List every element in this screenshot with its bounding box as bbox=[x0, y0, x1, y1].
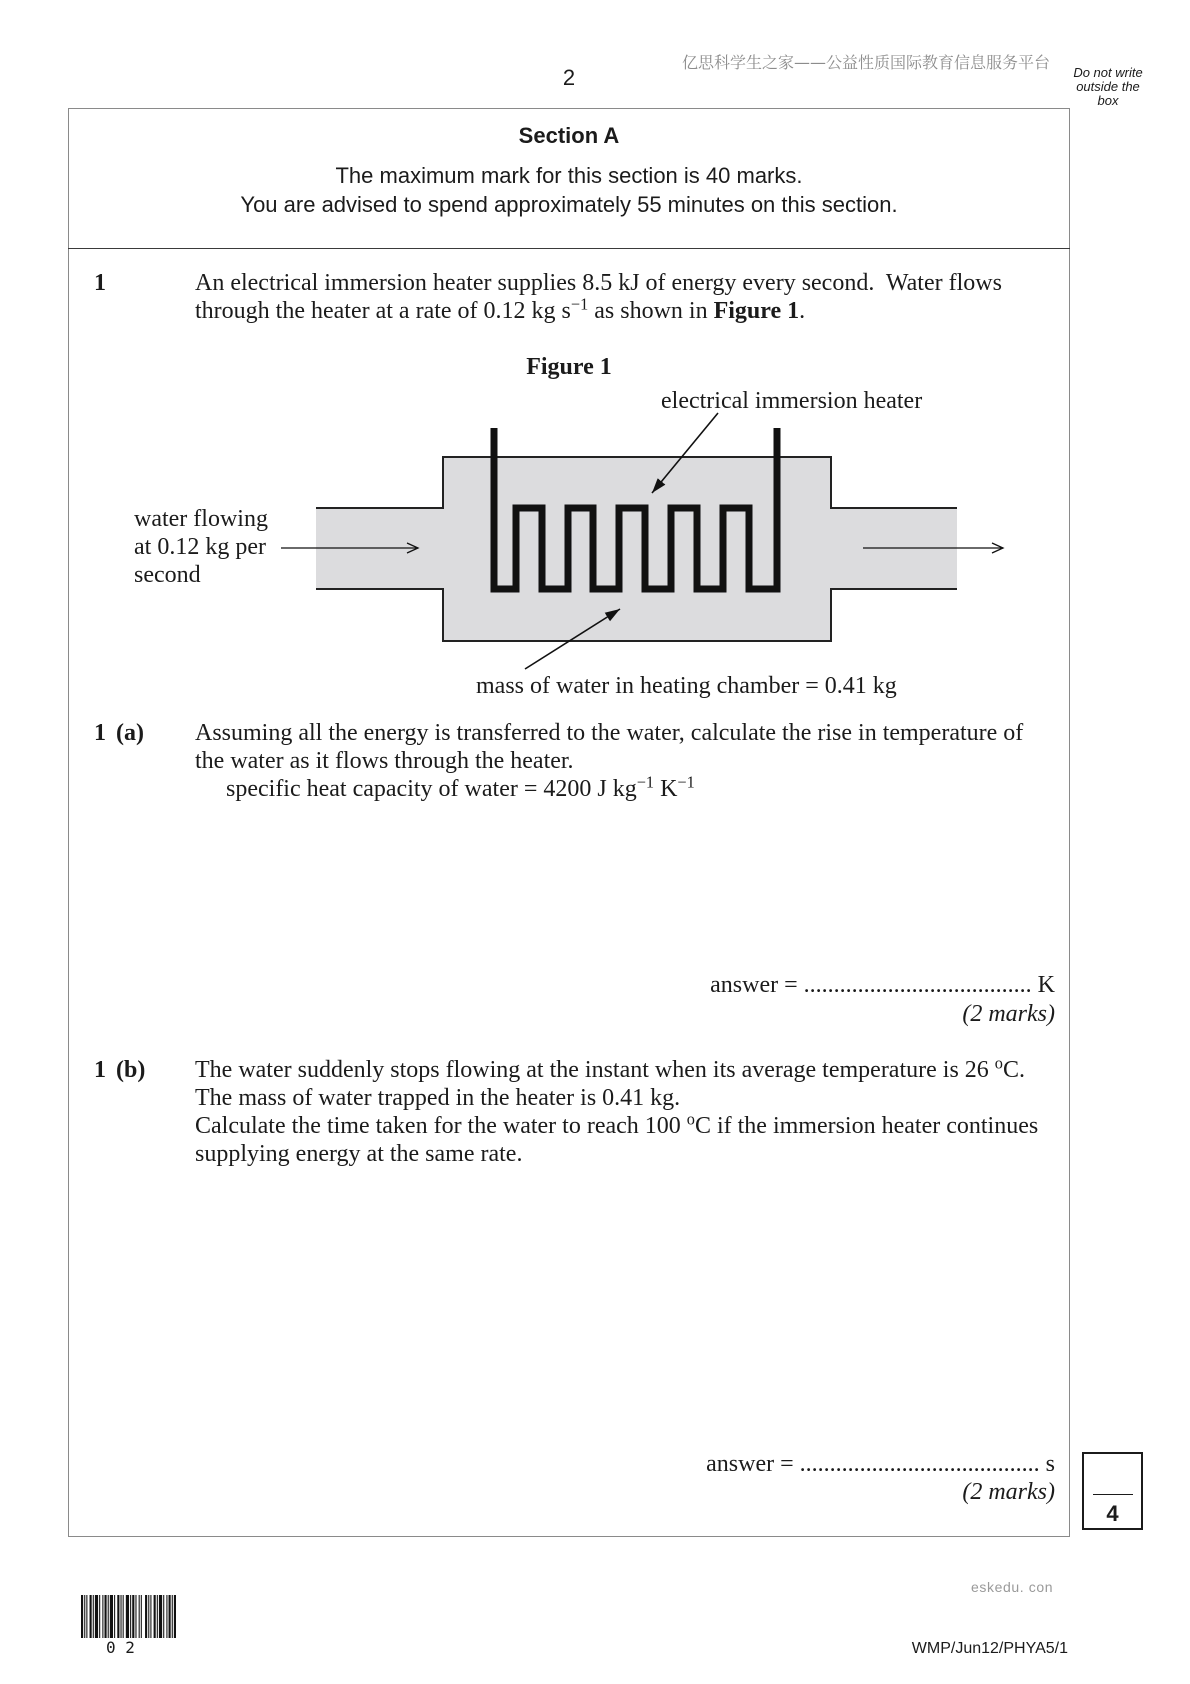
barcode-bar bbox=[157, 1595, 158, 1638]
footer-watermark: eskedu. con bbox=[971, 1579, 1054, 1595]
answer-unit: s bbox=[1039, 1451, 1055, 1477]
barcode-bar bbox=[172, 1595, 173, 1638]
answer-prefix: answer = bbox=[710, 972, 804, 998]
part-b-text: The water suddenly stops flowing at the instant when its average temperature is 26 bbox=[195, 1057, 995, 1083]
part-a-number: 1 bbox=[94, 720, 106, 746]
answer-blank: ...................................... bbox=[803, 972, 1032, 998]
section-divider bbox=[68, 248, 1070, 249]
barcode-bar bbox=[93, 1595, 94, 1638]
barcode-bar bbox=[84, 1595, 85, 1638]
barcode-bar bbox=[123, 1595, 124, 1638]
barcode-bar bbox=[117, 1595, 119, 1638]
barcode-bar bbox=[104, 1595, 106, 1638]
barcode-bar bbox=[81, 1595, 83, 1638]
section-max-mark: The maximum mark for this section is 40 marks. bbox=[335, 163, 803, 188]
part-a-text-line: the water as it flows through the heater. bbox=[195, 748, 574, 774]
barcode-digits: 0 2 bbox=[106, 1638, 135, 1657]
margin-note-line: box bbox=[1097, 93, 1119, 108]
stem-text: . bbox=[799, 298, 806, 324]
part-b-text-line: The mass of water trapped in the heater is 0.41 kg. bbox=[195, 1085, 681, 1111]
part-b-text: Calculate the time taken for the water to reach 100 bbox=[195, 1113, 687, 1139]
part-b-marks: (2 marks) bbox=[962, 1479, 1055, 1505]
barcode-bar bbox=[139, 1595, 140, 1638]
water-region bbox=[316, 457, 957, 641]
barcode-bar bbox=[95, 1595, 98, 1638]
section-time-advice: You are advised to spend approximately 55 minutes on this section. bbox=[240, 192, 898, 217]
degree-symbol: o bbox=[994, 1053, 1003, 1073]
question-stem-line: An electrical immersion heater supplies 8.5 kJ of energy every second. Water flows bbox=[195, 270, 1002, 296]
label-flow-line: water flowing bbox=[134, 506, 268, 532]
data-text: K bbox=[654, 776, 678, 802]
part-a-data-line bbox=[226, 772, 695, 803]
figure-1-diagram bbox=[260, 400, 1020, 700]
marks-tally-value: 4 bbox=[1106, 1501, 1119, 1526]
barcode-bar bbox=[174, 1595, 176, 1638]
barcode-bar bbox=[150, 1595, 151, 1638]
part-b-text-line bbox=[195, 1109, 1039, 1140]
barcode-bar bbox=[148, 1595, 149, 1638]
part-b-number: 1 bbox=[94, 1057, 106, 1083]
barcode-bar bbox=[169, 1595, 171, 1638]
barcode-bar bbox=[135, 1595, 136, 1638]
part-b-answer-line bbox=[706, 1450, 1055, 1478]
question-number: 1 bbox=[94, 270, 106, 296]
barcode-bar bbox=[102, 1595, 103, 1638]
barcode-bar bbox=[145, 1595, 147, 1638]
barcode-bar bbox=[108, 1595, 109, 1638]
barcode-bar bbox=[130, 1595, 131, 1638]
margin-note-line: Do not write bbox=[1073, 65, 1143, 80]
stem-text: as shown in bbox=[588, 298, 714, 324]
answer-unit: K bbox=[1031, 972, 1055, 998]
unit-exponent: −1 bbox=[570, 294, 589, 314]
stem-text: through the heater at a rate of 0.12 kg s bbox=[195, 298, 571, 324]
marks-tally-rule bbox=[1093, 1494, 1133, 1495]
paper-code: WMP/Jun12/PHYA5/1 bbox=[911, 1640, 1068, 1657]
question-stem-line bbox=[195, 294, 806, 325]
barcode-bar bbox=[154, 1595, 156, 1638]
barcode-bar bbox=[99, 1595, 100, 1638]
marks-tally-box bbox=[1082, 1452, 1143, 1530]
part-a-label: (a) bbox=[116, 720, 144, 746]
label-heater: electrical immersion heater bbox=[661, 388, 923, 414]
figure-caption: Figure 1 bbox=[526, 354, 612, 380]
barcode-bar bbox=[132, 1595, 134, 1638]
unit-exponent: −1 bbox=[677, 772, 695, 792]
label-water-mass: mass of water in heating chamber = 0.41 kg bbox=[476, 673, 897, 699]
watermark-banner: 亿思科学生之家——公益性质国际教育信息服务平台 bbox=[682, 53, 1051, 72]
part-b-label: (b) bbox=[116, 1057, 146, 1083]
barcode-bar bbox=[90, 1595, 92, 1638]
section-title: Section A bbox=[518, 123, 620, 148]
label-flow-line: second bbox=[134, 562, 201, 588]
part-b-text: C if the immersion heater continues bbox=[694, 1113, 1039, 1139]
degree-symbol: o bbox=[686, 1109, 695, 1129]
unit-exponent: −1 bbox=[636, 772, 655, 792]
margin-note bbox=[1066, 66, 1150, 108]
data-text: specific heat capacity of water = 4200 J kg bbox=[226, 776, 637, 802]
part-a-text-line: Assuming all the energy is transferred to the water, calculate the rise in temperature of bbox=[195, 720, 1024, 746]
barcode-bar bbox=[166, 1595, 167, 1638]
part-b-text: C. bbox=[1002, 1057, 1025, 1083]
part-a-answer-line bbox=[710, 971, 1055, 999]
barcode-bar bbox=[120, 1595, 121, 1638]
part-b-text-line bbox=[195, 1053, 1025, 1084]
part-b-text-line: supplying energy at the same rate. bbox=[195, 1141, 523, 1167]
answer-blank: ........................................ bbox=[799, 1451, 1040, 1477]
figure-reference: Figure 1 bbox=[713, 298, 800, 324]
label-flow-line: at 0.12 kg per bbox=[134, 534, 266, 560]
page-number: 2 bbox=[562, 65, 576, 90]
barcode-bar bbox=[114, 1595, 115, 1638]
barcode bbox=[81, 1595, 176, 1638]
barcode-bar bbox=[159, 1595, 162, 1638]
answer-prefix: answer = bbox=[706, 1451, 800, 1477]
barcode-bar bbox=[126, 1595, 129, 1638]
barcode-bar bbox=[141, 1595, 142, 1638]
barcode-bar bbox=[86, 1595, 87, 1638]
barcode-bar bbox=[110, 1595, 113, 1638]
part-a-marks: (2 marks) bbox=[962, 1001, 1055, 1027]
margin-note-line: outside the bbox=[1076, 79, 1140, 94]
barcode-bar bbox=[163, 1595, 164, 1638]
